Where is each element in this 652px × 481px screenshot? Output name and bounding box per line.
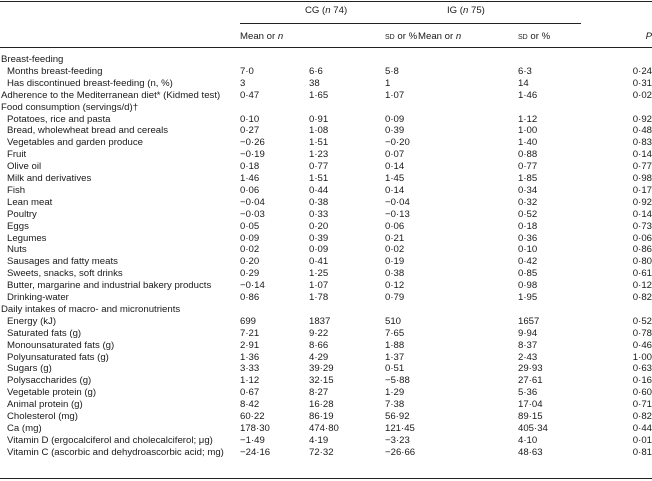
cg-sd-cell: 1·78 xyxy=(309,292,329,303)
cg-mean-cell: 178·30 xyxy=(240,422,270,434)
cg-sd-cell: 16·28 xyxy=(309,399,334,411)
cg-sd-cell: 0·09 xyxy=(309,244,329,256)
cg-mean-cell: 0·47 xyxy=(240,89,260,101)
p-value-cell: 0·82 xyxy=(632,411,652,422)
ig-sd-cell: 1·95 xyxy=(518,292,538,303)
p-value-cell: 0·12 xyxy=(632,280,652,292)
ig-mean-cell: 0·02 xyxy=(385,244,405,256)
p-value-cell: 0·63 xyxy=(632,363,652,375)
table-row xyxy=(0,54,652,66)
cg-mean-cell: −0·26 xyxy=(240,137,265,149)
p-value-cell: 0·01 xyxy=(632,434,652,446)
cg-mean-cell: 7·21 xyxy=(240,327,260,339)
ig-mean-cell: 0·12 xyxy=(385,280,405,292)
row-label: Saturated fats (g) xyxy=(7,327,82,339)
cg-mean-cell: −0·03 xyxy=(240,208,265,220)
table-row xyxy=(0,435,652,447)
cg-sd-cell: 0·20 xyxy=(309,220,329,232)
ig-sd-cell: 1·12 xyxy=(518,113,538,125)
ig-mean-cell: 0·21 xyxy=(385,232,405,244)
cg-sd-cell: 474·80 xyxy=(309,422,339,434)
row-label: Fish xyxy=(7,184,26,196)
table-row xyxy=(0,197,652,209)
cg-mean-cell: 0·86 xyxy=(240,292,260,303)
p-value-cell: 0·73 xyxy=(632,220,652,232)
table-row xyxy=(0,423,652,435)
cg-mean-cell: 2·91 xyxy=(240,339,260,351)
ig-sd-cell: 8·37 xyxy=(518,339,538,351)
cg-sd-cell: 72·32 xyxy=(309,446,334,458)
p-value-cell: 0·92 xyxy=(632,196,652,208)
ig-sd-cell: 0·77 xyxy=(518,161,538,173)
ig-sd-cell: 0·18 xyxy=(518,220,538,232)
cg-mean-cell: 3·33 xyxy=(240,363,260,375)
cg-mean-cell: 0·18 xyxy=(240,161,260,173)
header-cg-sd: sd or % xyxy=(385,31,418,42)
ig-mean-cell: 1·37 xyxy=(385,351,405,363)
table-row xyxy=(0,173,652,185)
p-value-cell: 0·80 xyxy=(632,256,652,268)
cg-sd-cell: 1·51 xyxy=(309,137,329,149)
table-row xyxy=(0,387,652,399)
cg-mean-cell: 0·27 xyxy=(240,125,260,137)
p-value-cell: 0·02 xyxy=(632,89,652,101)
ig-sd-cell: 48·63 xyxy=(518,446,543,458)
header-p: P xyxy=(645,31,652,42)
cg-mean-cell: −24·16 xyxy=(240,446,271,458)
p-value-cell: 0·24 xyxy=(632,65,652,77)
table-row xyxy=(0,125,652,137)
ig-mean-cell: −0·20 xyxy=(385,137,410,149)
cg-sd-cell: 8·27 xyxy=(309,387,329,399)
p-value-cell: 0·46 xyxy=(632,339,652,351)
cg-mean-cell: 1·36 xyxy=(240,351,260,363)
row-label: Butter, margarine and industrial bakery products xyxy=(7,280,212,292)
cg-sd-cell: 0·77 xyxy=(309,161,329,173)
cg-sd-cell: 1·07 xyxy=(309,280,329,292)
ig-mean-cell: 121·45 xyxy=(385,422,415,434)
cg-sd-cell: 1·65 xyxy=(309,89,329,101)
cg-sd-cell: 0·39 xyxy=(309,232,329,244)
p-value-cell: 0·78 xyxy=(632,327,652,339)
ig-sd-cell: 0·10 xyxy=(518,244,538,256)
p-value-cell: 0·14 xyxy=(632,208,652,220)
table-row xyxy=(0,268,652,280)
cg-mean-cell: 1·12 xyxy=(240,375,260,387)
cg-mean-cell: 0·06 xyxy=(240,184,260,196)
cg-mean-cell: 0·67 xyxy=(240,387,260,399)
ig-mean-cell: 1·45 xyxy=(385,173,405,184)
cg-sd-cell: 8·66 xyxy=(309,339,329,351)
ig-mean-cell: −5·88 xyxy=(385,375,410,387)
cg-sd-cell: 0·41 xyxy=(309,256,329,268)
ig-mean-cell: 5·8 xyxy=(385,65,399,77)
row-label: Adherence to the Mediterranean diet* (Kidmed test) xyxy=(1,89,221,101)
cg-sd-cell: 39·29 xyxy=(309,363,334,375)
ig-sd-cell: 405·34 xyxy=(518,422,548,434)
table-row xyxy=(0,399,652,411)
p-value-cell: 0·86 xyxy=(632,244,652,256)
cg-sd-cell: 0·44 xyxy=(309,184,329,196)
table-row xyxy=(0,209,652,221)
cg-mean-cell: −1·49 xyxy=(240,434,265,446)
ig-sd-cell: 0·88 xyxy=(518,149,538,161)
ig-sd-cell: 9·94 xyxy=(518,327,538,339)
table-row xyxy=(0,292,652,304)
ig-mean-cell: 7·38 xyxy=(385,399,405,411)
ig-sd-cell: 14 xyxy=(518,77,529,89)
table-row xyxy=(0,161,652,173)
header-ig-mean: Mean or n xyxy=(418,31,462,42)
cg-sd-cell: 0·91 xyxy=(309,113,329,125)
row-label: Drinking-water xyxy=(7,292,69,303)
ig-mean-cell: 0·09 xyxy=(385,113,405,125)
header-ig-sd: sd or % xyxy=(518,31,551,42)
p-value-cell: 0·52 xyxy=(632,315,652,327)
row-label: Food consumption (servings/d)† xyxy=(1,101,139,113)
ig-mean-cell: 510 xyxy=(385,315,402,327)
row-label: Potatoes, rice and pasta xyxy=(7,113,111,125)
row-label: Vitamin D (ergocalciferol and cholecalciferol; μg) xyxy=(7,434,213,446)
ig-mean-cell: −0·13 xyxy=(385,208,410,220)
ig-group-rule xyxy=(385,23,581,24)
ig-sd-cell: 5·36 xyxy=(518,387,538,399)
table-row xyxy=(0,328,652,340)
cg-mean-cell: 0·29 xyxy=(240,268,260,280)
table-row xyxy=(0,304,652,316)
ig-sd-cell: 0·32 xyxy=(518,196,538,208)
cg-mean-cell: 1·46 xyxy=(240,173,260,184)
p-value-cell: 0·60 xyxy=(632,387,652,399)
header-ig-group: IG (n 75) xyxy=(447,5,485,16)
ig-sd-cell: 0·98 xyxy=(518,280,538,292)
ig-mean-cell: 1·07 xyxy=(385,89,405,101)
ig-mean-cell: 0·14 xyxy=(385,161,405,173)
ig-sd-cell: 1·40 xyxy=(518,137,538,149)
ig-sd-cell: 0·85 xyxy=(518,268,538,280)
ig-sd-cell: 89·15 xyxy=(518,411,543,422)
cg-sd-cell: 4·19 xyxy=(309,434,329,446)
row-label: Polysaccharides (g) xyxy=(7,375,92,387)
ig-mean-cell: 0·79 xyxy=(385,292,405,303)
cg-mean-cell: 3 xyxy=(240,77,246,89)
cg-mean-cell: 0·20 xyxy=(240,256,260,268)
bottom-rule xyxy=(0,478,652,479)
table-row xyxy=(0,233,652,245)
table-row xyxy=(0,90,652,102)
cg-mean-cell: 0·05 xyxy=(240,220,260,232)
table-row xyxy=(0,352,652,364)
cg-sd-cell: 1837 xyxy=(309,315,331,327)
cg-sd-cell: 1·25 xyxy=(309,268,329,280)
cg-sd-cell: 1·23 xyxy=(309,149,329,161)
cg-sd-cell: 9·22 xyxy=(309,327,329,339)
table-row xyxy=(0,375,652,387)
p-value-cell: 0·61 xyxy=(632,268,652,280)
cg-sd-cell: 1·08 xyxy=(309,125,329,137)
p-value-cell: 0·82 xyxy=(632,292,652,303)
table-row xyxy=(0,114,652,126)
cg-mean-cell: 699 xyxy=(240,315,257,327)
table-row xyxy=(0,447,652,459)
p-value-cell: 1·00 xyxy=(632,351,652,363)
p-value-cell: 0·98 xyxy=(632,173,652,184)
ig-sd-cell: 1·85 xyxy=(518,173,538,184)
ig-mean-cell: −26·66 xyxy=(385,446,416,458)
ig-sd-cell: 4·10 xyxy=(518,434,538,446)
row-label: Monounsaturated fats (g) xyxy=(7,339,115,351)
ig-mean-cell: 0·38 xyxy=(385,268,405,280)
ig-mean-cell: 0·51 xyxy=(385,363,405,375)
ig-mean-cell: 0·14 xyxy=(385,184,405,196)
cg-mean-cell: 7·0 xyxy=(240,65,254,77)
p-value-cell: 0·44 xyxy=(632,422,652,434)
table-row xyxy=(0,411,652,423)
ig-mean-cell: 56·92 xyxy=(385,411,410,422)
ig-sd-cell: 2·43 xyxy=(518,351,538,363)
row-label: Cholesterol (mg) xyxy=(7,411,78,422)
cg-mean-cell: −0·04 xyxy=(240,196,265,208)
cg-sd-cell: 0·33 xyxy=(309,208,329,220)
ig-mean-cell: 1 xyxy=(385,77,391,89)
header-cg-group: CG (n 74) xyxy=(305,5,348,16)
row-label: Animal protein (g) xyxy=(7,399,83,411)
ig-sd-cell: 0·52 xyxy=(518,208,538,220)
cg-sd-cell: 38 xyxy=(309,77,320,89)
row-label: Breast-feeding xyxy=(1,54,64,65)
cg-mean-cell: 0·09 xyxy=(240,232,260,244)
ig-mean-cell: 7·65 xyxy=(385,327,405,339)
cg-mean-cell: 8·42 xyxy=(240,399,260,411)
row-label: Sweets, snacks, soft drinks xyxy=(7,268,123,280)
row-label: Sugars (g) xyxy=(7,363,52,375)
ig-sd-cell: 1657 xyxy=(518,315,540,327)
cg-sd-cell: 1·51 xyxy=(309,173,329,184)
table-row xyxy=(0,102,652,114)
row-label: Ca (mg) xyxy=(7,422,42,434)
header-rule xyxy=(0,47,652,48)
cg-mean-cell: 0·02 xyxy=(240,244,260,256)
cg-sd-cell: 6·6 xyxy=(309,65,323,77)
ig-sd-cell: 0·42 xyxy=(518,256,538,268)
ig-sd-cell: 29·93 xyxy=(518,363,543,375)
p-value-cell: 0·16 xyxy=(632,375,652,387)
p-value-cell: 0·48 xyxy=(632,125,652,137)
p-value-cell: 0·17 xyxy=(632,184,652,196)
table-row xyxy=(0,256,652,268)
cg-sd-cell: 4·29 xyxy=(309,351,329,363)
row-label: Has discontinued breast-feeding (n, %) xyxy=(7,77,173,89)
table-row xyxy=(0,66,652,78)
p-value-cell: 0·14 xyxy=(632,149,652,161)
cg-sd-cell: 86·19 xyxy=(309,411,334,422)
row-label: Bread, wholewheat bread and cereals xyxy=(7,125,169,137)
ig-mean-cell: 1·88 xyxy=(385,339,405,351)
row-label: Vegetables and garden produce xyxy=(7,137,144,149)
row-label: Vitamin C (ascorbic and dehydroascorbic acid; mg) xyxy=(7,446,224,458)
row-label: Milk and derivatives xyxy=(7,173,92,184)
row-label: Months breast-feeding xyxy=(7,65,103,77)
row-label: Sausages and fatty meats xyxy=(7,256,118,268)
cg-sd-cell: 32·15 xyxy=(309,375,334,387)
header-cg-mean: Mean or n xyxy=(240,31,284,42)
p-value-cell: 0·92 xyxy=(632,113,652,125)
table-row xyxy=(0,363,652,375)
cg-mean-cell: 60·22 xyxy=(240,411,265,422)
ig-sd-cell: 27·61 xyxy=(518,375,543,387)
p-value-cell: 0·77 xyxy=(632,161,652,173)
row-label: Olive oil xyxy=(7,161,42,173)
table-row xyxy=(0,78,652,90)
ig-sd-cell: 6·3 xyxy=(518,65,532,77)
row-label: Daily intakes of macro- and micronutrients xyxy=(1,303,181,315)
table-row xyxy=(0,340,652,352)
p-value-cell: 0·83 xyxy=(632,137,652,149)
row-label: Polyunsaturated fats (g) xyxy=(7,351,109,363)
ig-mean-cell: 1·29 xyxy=(385,387,405,399)
ig-mean-cell: 0·19 xyxy=(385,256,405,268)
ig-sd-cell: 1·46 xyxy=(518,89,538,101)
row-label: Poultry xyxy=(7,208,37,220)
ig-mean-cell: 0·07 xyxy=(385,149,405,161)
cg-sd-cell: 0·38 xyxy=(309,196,329,208)
ig-mean-cell: −3·23 xyxy=(385,434,410,446)
p-value-cell: 0·71 xyxy=(632,399,652,411)
ig-sd-cell: 0·34 xyxy=(518,184,538,196)
table-row xyxy=(0,316,652,328)
p-value-cell: 0·06 xyxy=(632,232,652,244)
row-label: Fruit xyxy=(7,149,27,161)
row-label: Lean meat xyxy=(7,196,53,208)
top-rule xyxy=(0,1,652,2)
cg-mean-cell: −0·19 xyxy=(240,149,265,161)
table-row xyxy=(0,137,652,149)
cg-mean-cell: 0·10 xyxy=(240,113,260,125)
ig-mean-cell: 0·06 xyxy=(385,220,405,232)
table-row xyxy=(0,280,652,292)
p-value-cell: 0·31 xyxy=(632,77,652,89)
cg-mean-cell: −0·14 xyxy=(240,280,265,292)
row-label: Legumes xyxy=(7,232,47,244)
ig-sd-cell: 1·00 xyxy=(518,125,538,137)
ig-mean-cell: −0·04 xyxy=(385,196,410,208)
table-row xyxy=(0,149,652,161)
ig-mean-cell: 0·39 xyxy=(385,125,405,137)
table-row xyxy=(0,221,652,233)
table-row xyxy=(0,244,652,256)
row-label: Energy (kJ) xyxy=(7,315,57,327)
row-label: Nuts xyxy=(7,244,27,256)
ig-sd-cell: 0·36 xyxy=(518,232,538,244)
row-label: Vegetable protein (g) xyxy=(7,387,97,399)
row-label: Eggs xyxy=(7,220,29,232)
table-row xyxy=(0,185,652,197)
ig-sd-cell: 17·04 xyxy=(518,399,543,411)
p-value-cell: 0·81 xyxy=(632,446,652,458)
